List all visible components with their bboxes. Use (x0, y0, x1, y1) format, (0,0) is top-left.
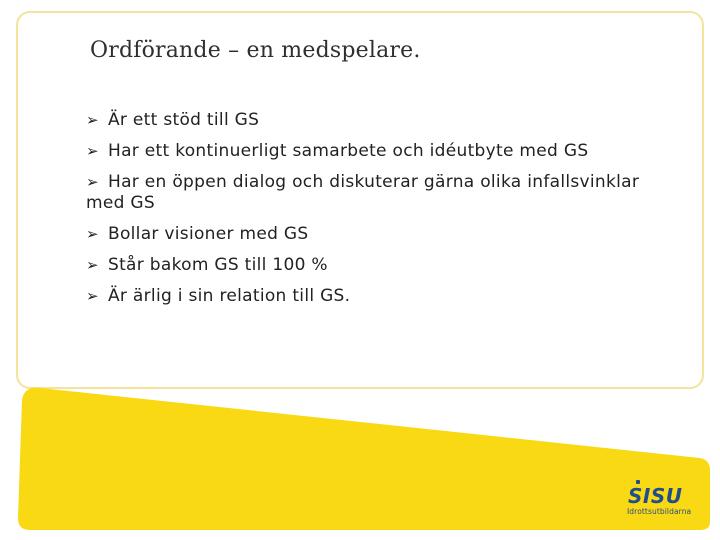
arrow-bullet-icon: ➢ (86, 256, 99, 274)
arrow-bullet-icon: ➢ (86, 111, 99, 129)
bullet-text: Har ett kontinuerligt samarbete och idéutbyte med GS (108, 141, 589, 161)
bullet-text: Är ett stöd till GS (108, 110, 260, 130)
list-item (86, 141, 676, 162)
arrow-bullet-icon: ➢ (86, 287, 99, 305)
bullet-text: Har en öppen dialog och diskuterar gärna olika infallsvinklar med GS (86, 172, 640, 213)
arrow-bullet-icon: ➢ (86, 142, 99, 160)
logo-subtitle: Idrottsutbildarna (627, 507, 692, 516)
list-item (86, 172, 676, 214)
arrow-bullet-icon: ➢ (86, 225, 99, 243)
bullet-text: Bollar visioner med GS (108, 224, 309, 244)
slide-title: Ordförande – en medspelare. (90, 38, 421, 63)
bullet-list (86, 110, 676, 317)
logo-wordmark: SISU (628, 484, 683, 508)
bullet-text: Är ärlig i sin relation till GS. (108, 286, 351, 306)
list-item (86, 286, 676, 307)
list-item (86, 224, 676, 245)
arrow-bullet-icon: ➢ (86, 173, 99, 191)
list-item (86, 255, 676, 276)
list-item (86, 110, 676, 131)
bullet-text: Står bakom GS till 100 % (108, 255, 328, 275)
sisu-logo (622, 478, 702, 520)
